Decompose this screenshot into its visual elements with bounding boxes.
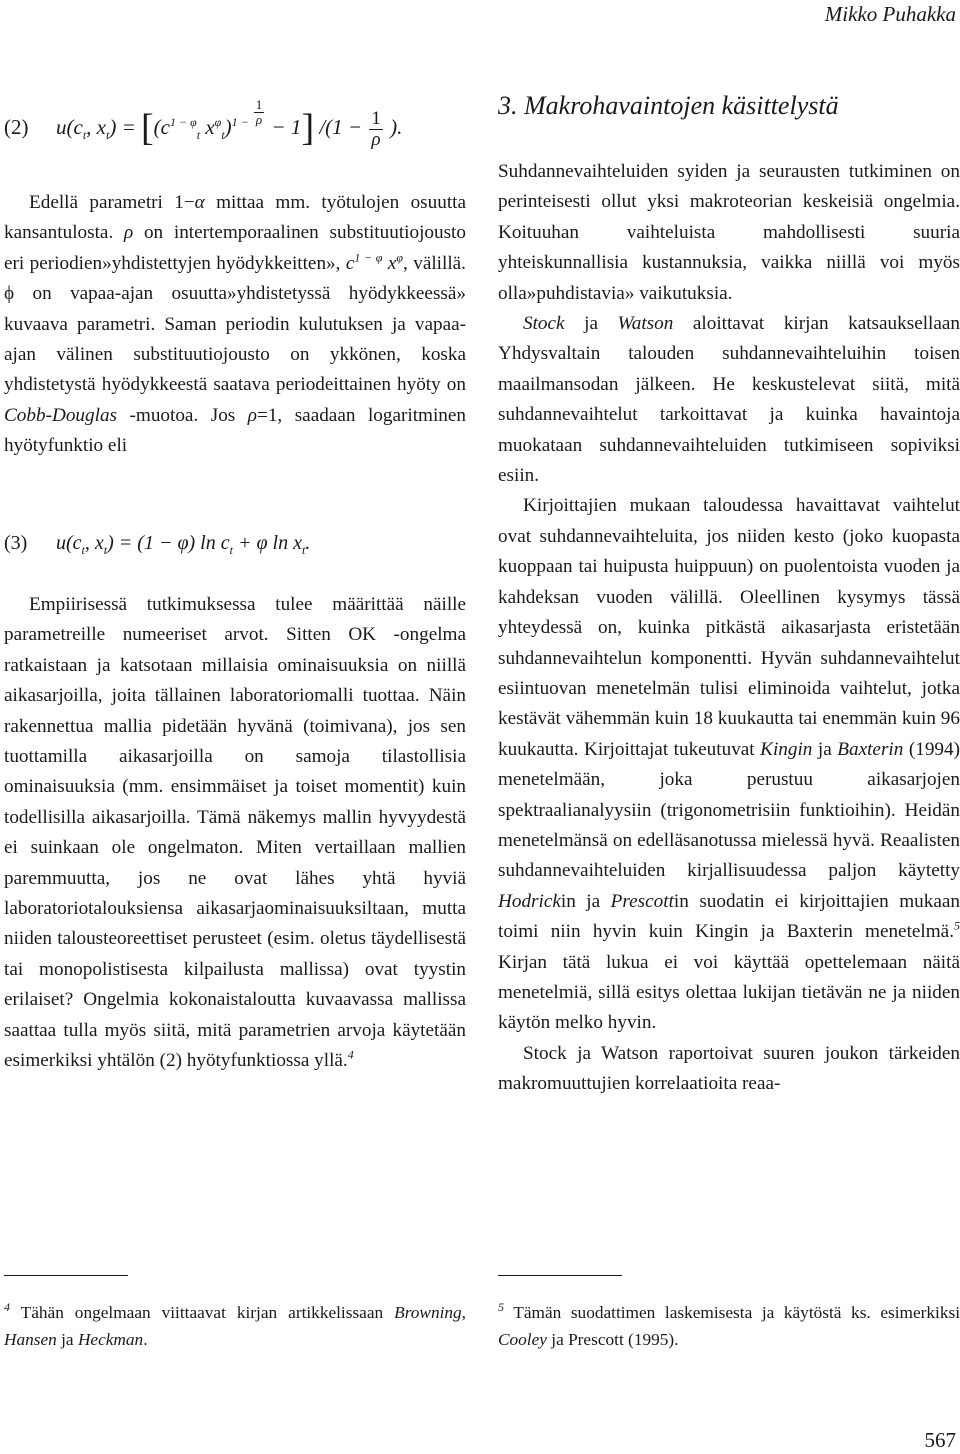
fraction: $\frac{1}{\rho}$	[371, 107, 381, 150]
footnote-4: $^4$ Tähän ongelmaan viittaavat kirjan artikkelissaan Browning, Hansen ja Heckman.	[4, 1300, 466, 1349]
footnote-ref: 4	[347, 1047, 354, 1062]
equation-number: (2)	[4, 115, 29, 139]
paragraph-parameters: Edellä parametri 1−α mittaa mm. työtulojen osuutta kansantulosta. ρ on intertemporaalinen substituutiojousto eri periodien»yhdistettyjen hyödykkeitten», $c^{1 - \varphi}$ $x^\varphi$, välillä. ϕ on vapaa-ajan osuutta»yhdistetyssä hyödykkeessä» kuvaava parametri. Saman periodin kulutuksen ja vapaa-ajan välinen substituutiojousto on ykkönen, koska yhdistetystä hyödykkeestä saatava periodeittainen hyöty on Cobb-Douglas -muotoa. Jos ρ=1, saadaan logaritminen hyötyfunktio eli	[4, 192, 466, 457]
left-bracket: [	[141, 107, 154, 149]
paragraph: Stock ja Watson aloittavat kirjan katsauksellaan Yhdysvaltain talouden suhdannevaihteluihin toisen maailmansodan jälkeen. He keskustelevat siitä, mitä suhdannevaihtelut tarkoittavat ja kuinka havaintoja muokataan suhdannevaihteluiden tutkimiseen sopiviksi esiin.	[498, 313, 960, 487]
equation-2: (2) $u(c_t$, $x_t) = [(c^{1 - \varphi}_t$ $x^\varphi_t)^{1 -}$ $\frac{1}{\rho}$ − 1] /(1 − $\frac{1}{\rho}$ ).	[4, 98, 466, 162]
paragraph: Kirjoittajien mukaan taloudessa havaittavat vaihtelut ovat suhdannevaihteluita, jos niiden kesto (joko kuopasta kuoppaan tai huipusta huippuun) on puolentoista vuoden ja kahdeksan vuoden välillä. Oleellinen kysymys tässä yhteydessä on, kuinka pitkästä aikasarjasta eristetään suhdannevaihtelun komponentti. Hyvän suhdannevaihtelut esiintuovan menetelmän tulisi eliminoida vaihtelut, jotka kestävät vähemmän kuin 18 kuukautta tai enemmän kuin 96 kuukautta. Kirjoittajat tukeutuvat Kingin ja Baxterin (1994) menetelmään, joka perustuu aikasarjojen spektraalianalyysiin (trigonometrisiin funktioihin). Heidän menetelmänsä on edelläsanotussa mielessä hyvä. Reaalisten suhdannevaihteluiden kirjallisuudessa paljon käytetty Hodrickin ja Prescottin suodatin ei kirjoittajien mukaan toimi niin hyvin kuin Kingin ja Baxterin menetelmä.$^5$ Kirjan tätä lukua ei voi käyttää opettelemaan näitä menetelmiä, sillä esitys olettaa lukijan tietävän ne ja niiden käytön melko hyvin.	[498, 495, 960, 1034]
section-title: 3. Makrohavaintojen käsittelystä	[498, 91, 839, 120]
running-header-author: Mikko Puhakka	[824, 2, 956, 26]
right-bracket: ]	[301, 107, 315, 149]
footnote-rule	[4, 1275, 128, 1276]
paragraph: Stock ja Watson raportoivat suuren joukon tärkeiden makromuuttujien korrelaatioita reaa-	[498, 1042, 960, 1095]
fraction: $\frac{1}{\rho}$	[255, 97, 263, 127]
paragraph: Suhdannevaihteluiden syiden ja seurausten tutkiminen on perinteisesti ollut yksi makroteorian keskeisiä ongelmia. Koituuhan vaihteluista mahdollisesti suuria yhteiskunnallisia kustannuksia, vaikka niillä voi myös olla»puhdistavia» vaikutuksia.	[498, 161, 960, 304]
equation-3: (3) $u(c_t$, $x_t) = (1 - \varphi)$ $\ln c_t + \varphi$ $\ln x_t$.	[4, 528, 466, 558]
equation-number: (3)	[4, 532, 28, 554]
footnote-5: $^5$ Tämän suodattimen laskemisesta ja käytöstä ks. esimerkiksi Cooley ja Prescott (1995).	[498, 1300, 960, 1349]
right-body	[498, 157, 960, 1100]
page-number: 567	[924, 1428, 956, 1452]
footnote-rule	[498, 1275, 622, 1276]
footnote-ref: 5	[954, 918, 960, 933]
paragraph-empirical: Empiirisessä tutkimuksessa tulee määrittää näille parametreille numeeriset arvot. Sitten OK -ongelma ratkaistaan ja katsotaan millaisia ominaisuuksia on niillä aikasarjoilla, joita tällainen laboratoriomalli tuottaa. Näin rakennettua mallia pidetään hyvänä (toimivana), jos sen tuottamilla aikasarjoilla on samoja tilastollisia ominaisuuksia (mm. ensimmäiset ja toiset momentit) kuin todellisilla aikasarjoilla. Tämä näkemys mallin hyvyydestä ei suinkaan ole ongelmaton. Miten vertaillaan mallien paremmuutta, jos ne ovat lähes yhtä hyviä laboratoriotalouksiensa aikasarjaominaisuuksiltaan, mutta niiden talousteoreettiset perusteet (esim. oletus täydellisestä tai monopolistisesta kilpailusta mallissa) ovat tyystin erilaiset? Ongelmia kokonaistaloutta kuvaavassa mallissa saattaa tulla myös siitä, mitä parametrien arvoja käytetään esimerkiksi yhtälön (2) hyötyfunktiossa yllä.$^4$	[4, 594, 466, 1072]
